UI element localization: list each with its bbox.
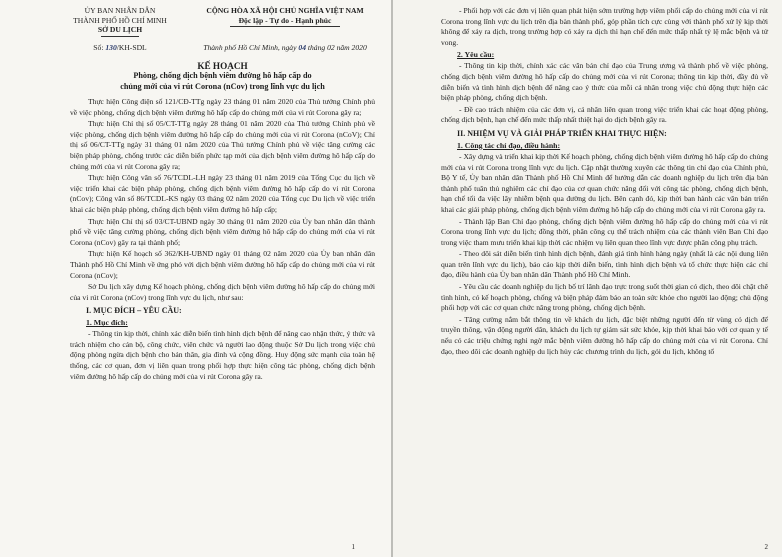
doc-number [70,43,170,52]
page-number: 1 [351,543,355,551]
agency-line-1: ỦY BAN NHÂN DÂN [84,6,156,15]
task-paragraph: - Xây dựng và triển khai kịp thời Kế hoạch phòng, chống dịch bệnh viêm đường hô hấp cấp do chủng mới của vi rút Corona trong lĩnh vực du lịch. Cập nhật thường xuyên các thông tin chỉ đạo của Chính phủ, Bộ Y tế, Ủy ban nhân dân Thành phố Hồ Chí Minh để hướng dẫn các doanh nghiệp du lịch trên địa bàn thành phố tuân thủ nghiêm các chỉ đạo của cơ quan chức năng đối với công tác phòng, chống dịch bệnh, hạn chế tối đa việc lây nhiễm bệnh qua đường du lịch. Bên cạnh đó, kịp thời ban hành các văn bản triển khai các giải pháp phòng, chống dịch bệnh viêm đường hô hấp cấp do chủng mới của vi rút Corona gây ra. [441,151,768,214]
doc-number-suffix: /KH-SDL [116,42,147,52]
page-number: 2 [764,543,768,551]
doc-number-prefix: Số: [93,42,104,52]
paragraph: Thực hiện Công văn số 76/TCDL-LH ngày 23 tháng 01 năm 2019 của Tổng Cục du lịch về việc triển khai các biện pháp phòng, chống dịch bệnh viêm đường hô hấp cấp do vi rút Corona (nCov); Công văn số 86/TCDL-KS ngày 03 tháng 02 năm 2020 của Tổng cục Du lịch về việc triển khai các biện pháp phòng, chống dịch bệnh viêm đường hô hấp cấp; [70,173,375,214]
agency-underline [101,36,139,37]
purpose-paragraph: - Thông tin kịp thời, chính xác diễn biến tình hình dịch bệnh để nâng cao nhận thức, ý thức và trách nhiệm cho cán bộ, công chức, viên chức và người lao động thuộc Sở Du lịch trong việc chủ động phòng ngừa dịch bệnh cho bản thân, gia đình và cộng đồng. Huy động sức mạnh của toàn hệ thống, các cơ quan, đơn vị liên quan trong phối hợp thực hiện công tác phòng, chống dịch bệnh viêm đường hô hấp cấp do chủng mới của vi rút Corona gây ra. [70,329,375,381]
title-line-3: chủng mới của vi rút Corona (nCov) trong lĩnh vực du lịch [120,81,325,91]
paragraph: Thực hiện Công điện số 121/CĐ-TTg ngày 23 tháng 01 năm 2020 của Thủ tướng Chính phủ về việc phòng, chống dịch bệnh viêm đường hô hấp cấp do chủng mới của vi rút Corona gây ra; [70,97,375,117]
paragraph: Thực hiện Chỉ thị số 05/CT-TTg ngày 28 tháng 01 năm 2020 của Thủ tướng Chính phủ về việc phòng, chống dịch bệnh viêm đường hô hấp cấp do chủng mới của vi rút Corona (nCoV); Chỉ thị số 06/CT-TTg ngày 31 tháng 01 năm 2020 của Thủ tướng Chính phủ về việc tăng cường các biện pháp phòng, chống trước các diễn biến phức tạp mới của dịch bệnh viêm đường hô hấp cấp do chủng mới của vi rút Corona gây ra; [70,119,375,171]
document-title [70,61,375,92]
subsection-heading-text: 1. Công tác chỉ đạo, điều hành: [457,140,561,150]
preamble [70,97,375,303]
paragraph: Sở Du lịch xây dựng Kế hoạch phòng, chống dịch bệnh viêm đường hô hấp cấp do chủng mới của vi rút Corona (nCov) trong lĩnh vực du lịch, như sau: [70,282,375,302]
date-prefix: Thành phố Hồ Chí Minh, ngày [203,42,297,52]
paragraph: Thực hiện Chỉ thị số 03/CT-UBND ngày 30 tháng 01 năm 2020 của Ủy ban nhân dân thành phố về việc tăng cường phòng, chống dịch bệnh viêm đường hô hấp cấp do chủng mới của vi rút Corona (nCov) gây ra tại thành phố; [70,216,375,247]
task-paragraph: - Tăng cường nắm bắt thông tin về khách du lịch, đặc biệt những người đến từ vùng có dịch để truyền thông, vận động người dân, khách du lịch tự giám sát sức khỏe, kịp thời khai báo với cơ quan y tế nếu có các triệu chứng nghi ngờ mắc bệnh viêm đường hô hấp cấp do chủng mới của vi rút Corona. Chỉ đạo, theo dõi các doanh nghiệp du lịch hủy các chương trình du lịch, gói du lịch, không tổ [441,314,768,356]
section-heading-1: I. MỤC ĐÍCH – YÊU CẦU: [86,306,182,316]
subsection-heading-text: 1. Mục đích: [86,318,128,328]
paragraph: - Đề cao trách nhiệm của các đơn vị, cá nhân liên quan trong việc triển khai các hoạt động phòng, chống dịch bệnh, hạn chế đến mức thấp nhất thiệt hại do dịch bệnh gây ra. [441,104,768,125]
issuing-agency [70,6,170,37]
date-suffix: tháng 02 năm 2020 [307,42,367,52]
national-motto [195,6,375,37]
page-2 [393,0,782,557]
title-line-2: Phòng, chống dịch bệnh viêm đường hô hấp cấp do [133,71,312,81]
header-block [70,6,375,37]
doc-date [195,43,375,52]
paragraph: Thực hiện Kế hoạch số 362/KH-UBND ngày 01 tháng 02 năm 2020 của Ủy ban nhân dân Thành phố Hồ Chí Minh về ứng phó với dịch bệnh viêm đường hô hấp cấp do chủng mới của vi rút Corona (nCov); [70,249,375,280]
subsection-heading-direction [457,140,768,151]
subsection-heading-requirements [457,49,768,60]
title-main: KẾ HOẠCH [197,60,248,71]
paragraph: - Phối hợp với các đơn vị liên quan phát hiện sớm trường hợp viêm phổi cấp do chủng mới của vi rút Corona trong lĩnh vực du lịch trên địa bàn thành phố, góp phần tích cực cùng với thành phố xử lý kịp thời không để xảy ra dịch, trong trường hợp có xảy ra dịch thì hạn chế đến mức thấp nhất tỷ lệ mắc bệnh và tử vong. [441,6,768,47]
agency-line-2: THÀNH PHỐ HỒ CHÍ MINH [73,15,167,25]
subsection-heading-purpose [86,317,375,328]
task-paragraph: - Theo dõi sát diễn biến tình hình dịch bệnh, đánh giá tình hình hàng ngày (nhất là các nội dung liên quan trên lĩnh vực du lịch), báo cáo kịp thời diễn biến, tình hình dịch bệnh và tổ chức thực hiện các chỉ đạo, điều hành của Ủy ban nhân dân Thành phố Hồ Chí Minh. [441,249,768,280]
agency-line-3: SỞ DU LỊCH [97,25,143,35]
task-paragraph: - Thành lập Ban Chỉ đạo phòng, chống dịch bệnh viêm đường hô hấp cấp do chủng mới của vi rút Corona trong lĩnh vực du lịch; đồng thời, phân công cụ thể trách nhiệm của các thành viên Ban Chỉ đạo trong việc tham mưu triển khai kịp thời các nhiệm vụ liên quan theo lĩnh vực được phân công phụ trách. [441,216,768,247]
task-paragraph: - Yêu cầu các doanh nghiệp du lịch bố trí lãnh đạo trực trong suốt thời gian có dịch, theo dõi chặt chẽ tình hình, có kế hoạch phòng, chống và biện pháp đảm bảo an toàn sức khỏe cho người lao động; chủ động phối hợp với các cơ quan chức năng trong phòng, chống dịch bệnh. [441,282,768,313]
doc-number-handwritten: 130 [105,42,117,52]
subsection-heading-text: 2. Yêu cầu: [457,50,495,60]
section-heading-2: II. NHIỆM VỤ VÀ GIẢI PHÁP TRIỂN KHAI THỰC HIỆN: [457,128,667,138]
doc-meta [70,43,375,52]
date-day-handwritten: 04 [298,42,306,52]
paragraph: - Thông tin kịp thời, chính xác các văn bản chỉ đạo của Trung ương và thành phố về việc phòng, chống dịch bệnh viêm đường hô hấp cấp do chủng mới của vi rút Corona; thông tin kịp thời, đầy đủ về diễn biến và tình hình dịch bệnh để nâng cao ý thức của mỗi cá nhân trong việc chủ động thực hiện các biện pháp phòng, chống dịch bệnh. [441,61,768,103]
nation-line-2: Độc lập - Tự do - Hạnh phúc [238,15,332,25]
motto-underline [230,26,340,27]
nation-line-1: CỘNG HÒA XÃ HỘI CHỦ NGHĨA VIỆT NAM [206,6,364,15]
